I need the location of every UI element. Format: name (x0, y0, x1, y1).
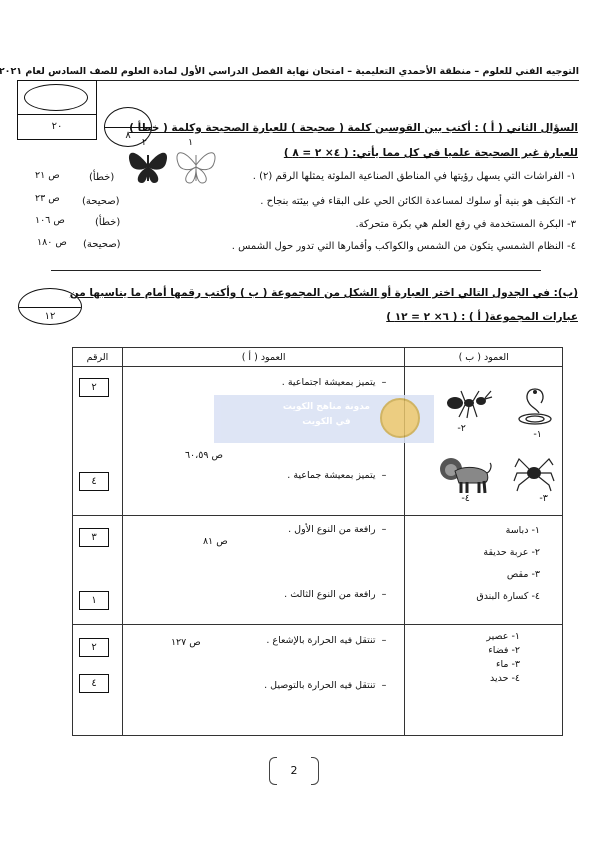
q2a-answer-1: (خطأ) (90, 172, 116, 183)
total-score-box (18, 80, 98, 140)
ant-icon (446, 387, 494, 421)
option-item: ٣- ماء (496, 659, 521, 670)
q2a-item-3: ٣- البكرة المستخدمة في رفع العلم هي بكرة متحركة. (356, 219, 577, 230)
spider-icon (514, 453, 556, 493)
q2a-score: ٨ (126, 130, 132, 141)
image-label-1: ١- (534, 429, 543, 440)
group3-numbers-cell (74, 625, 124, 736)
score-box-top (19, 81, 97, 115)
column-a-header: العمود ( أ ) (123, 348, 405, 367)
group3-statement-2: – تنتقل فيه الحرارة بالتوصيل . (265, 680, 388, 691)
option-item: ٢- عربة حديقة (484, 547, 541, 558)
q2b-title-line1: (ب): في الجدول التالي اختر العبارة أو الشكل من المجموعة ( ب ) وأكتب رقمها أمام ما يناسبها من (70, 287, 579, 299)
answer-box: ١ (80, 591, 110, 610)
group2-options (477, 522, 541, 605)
q2a-subtitle: للعبارة غير الصحيحة علميا في كل مما يأتي: ( ٤× ٢ = ٨ ) (284, 147, 579, 159)
q2a-page-2: ص ٢٣ (36, 193, 61, 204)
option-item: ١- دباسة (506, 525, 541, 536)
q2a-item-1: ١- الفراشات التي يسهل رؤيتها في المناطق الصناعية الملوثة يمثلها الرقم (٢) . (253, 171, 577, 182)
answer-box: ٤ (80, 674, 110, 693)
image-label-4: ٤- (462, 493, 471, 504)
q2a-page-3: ص ١٠٦ (36, 215, 66, 226)
column-b-header: العمود ( ب ) (406, 348, 564, 367)
q2a-title: السؤال الثاني ( أ ) : أكتب بين القوسين كلمة ( صحيحة ) للعبارة الصحيحة وكلمة ( خطأ ) (130, 122, 579, 134)
q2b-score: ١٢ (45, 311, 57, 322)
option-item: ٣- مقص (507, 569, 541, 580)
group1-page-ref: ص ٦٠،٥٩ (185, 450, 224, 461)
q2a-page-4: ص ١٨٠ (38, 237, 68, 248)
score-ellipse (25, 84, 89, 111)
answer-box: ٣ (80, 528, 110, 547)
group2-numbers-cell (74, 516, 124, 625)
lion-icon (438, 455, 494, 495)
image-label-2: ٢- (458, 423, 467, 434)
q2a-answer-3: (خطأ) (96, 217, 122, 228)
group3-statements-cell (123, 625, 405, 736)
image-label-3: ٣- (540, 493, 549, 504)
watermark (215, 395, 435, 443)
group3-page-ref: ص ١٢٧ (171, 637, 202, 648)
group3-statement-1: – تنتقل فيه الحرارة بالإشعاع . (267, 635, 388, 646)
number-column-header: الرقم (74, 348, 124, 367)
header-rule (18, 80, 580, 81)
q2b-title-line2: عبارات المجموعة( أ ) : ( ٦× ٢ = ١٢ ) (387, 311, 579, 323)
group1-numbers-cell (74, 367, 124, 516)
table-row (74, 625, 564, 736)
group3-options (487, 630, 521, 686)
group2-statements-cell (123, 516, 405, 625)
group1-statement-1: – يتميز بمعيشة اجتماعية . (282, 377, 388, 388)
option-item: ٤- كسارة البندق (477, 591, 541, 602)
butterfly-icon (125, 141, 221, 189)
group2-options-cell (406, 516, 564, 625)
group2-statement-2: – رافعة من النوع الثالث . (285, 589, 388, 600)
option-item: ٢- فضاء (489, 645, 521, 656)
total-score: ٢٠ (52, 121, 64, 132)
page-number: 2 (270, 757, 320, 785)
watermark-text: مدونة مناهج الكويت في الكويت (283, 402, 371, 427)
table-row (74, 516, 564, 625)
answer-box: ٤ (80, 472, 110, 491)
q2a-item-2: ٢- التكيف هو بنية أو سلوك لمساعدة الكائن الحي على البقاء في بيئته بنجاح . (261, 196, 577, 207)
group1-statement-2: – يتميز بمعيشة جماعية . (288, 470, 388, 481)
q2a-item-4: ٤- النظام الشمسي يتكون من الشمس والكواكب وأقمارها التي تدور حول الشمس . (232, 241, 577, 252)
butterfly-figures (125, 137, 221, 189)
table-header-row (74, 348, 564, 367)
q2a-answer-2: (صحيحة) (83, 196, 121, 207)
q2a-page-1: ص ٢١ (36, 170, 61, 181)
q2a-answer-4: (صحيحة) (84, 239, 122, 250)
butterfly-label-2: ٢ (143, 137, 149, 148)
option-item: ١- عصير (487, 631, 521, 642)
answer-box: ٢ (80, 638, 110, 657)
group2-page-ref: ص ٨١ (203, 536, 229, 547)
exam-header: التوجيه الفني للعلوم – منطقة الأحمدي التعليمية – امتحان نهاية الفصل الدراسي الأول لمادة العلوم للصف السادس لعام ٢٠٢١ (0, 66, 580, 77)
option-item: ٤- حديد (490, 673, 521, 684)
butterfly-label-1: ١ (189, 137, 195, 148)
section-divider (52, 270, 542, 271)
group2-statement-1: – رافعة من النوع الأول . (289, 524, 388, 535)
cobra-icon (514, 383, 560, 427)
kuwait-emblem-icon (381, 398, 421, 438)
group3-options-cell (406, 625, 564, 736)
answer-box: ٢ (80, 378, 110, 397)
